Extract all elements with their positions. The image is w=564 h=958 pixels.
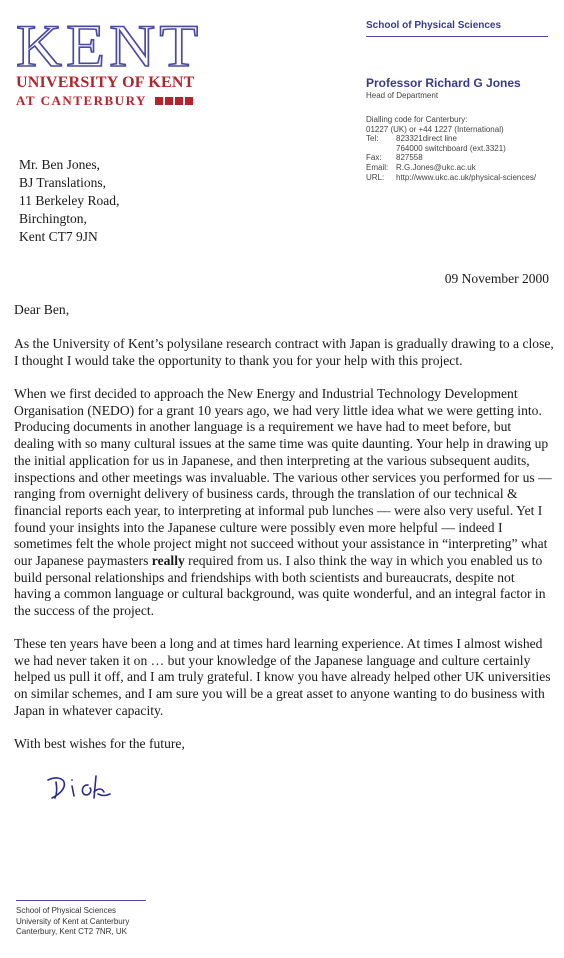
dialing-label: Dialling code for Canterbury: xyxy=(366,115,468,124)
paragraph-3: These ten years have been a long and at times hard learning experience. At times I almost wished we had never taken it on … but your knowledge of the Japanese language and culture certainly helped us pull it off, and I am truly grateful. I know you have already helped other UK universities on similar schemes, and I am sure you will be a great asset to anyone wanting to do business with Japan in whatever capacity. xyxy=(14,636,551,718)
recipient-line: BJ Translations, xyxy=(19,175,107,190)
url-label: URL: xyxy=(366,172,385,182)
logo-wordmark: KENT xyxy=(16,13,203,79)
emphasis-really: really xyxy=(151,553,185,569)
email-row xyxy=(366,163,536,173)
university-logo xyxy=(16,13,231,109)
salutation: Dear Ben, xyxy=(14,302,70,317)
email-label: Email: xyxy=(366,162,389,172)
header-divider xyxy=(366,36,548,37)
paragraph-2-text-b: required from us. I also think the way in which you enabled us to build personal relationships and friendships with both scientists and bureaucrats, despite not having a common language or cultural background, was quite wonderful, and an integral factor in the success of the project. xyxy=(14,553,546,619)
letter-date: 09 November 2000 xyxy=(444,271,549,286)
signature xyxy=(44,768,124,808)
logo-squares-icon xyxy=(155,97,193,105)
email-value[interactable]: R.G.Jones@ukc.ac.uk xyxy=(396,162,476,172)
footer-line: University of Kent at Canterbury xyxy=(16,916,130,926)
dialing-value: 01227 (UK) or +44 1227 (International) xyxy=(366,124,504,134)
tel-line2: 764000 switchboard (ext.3321) xyxy=(396,143,506,153)
tel-label: Tel: xyxy=(366,134,379,144)
url-value[interactable]: http://www.ukc.ac.uk/physical-sciences/ xyxy=(396,172,537,182)
closing: With best wishes for the future, xyxy=(14,736,185,751)
fax-label: Fax: xyxy=(366,153,382,163)
tel-row xyxy=(366,134,536,144)
footer-line: School of Physical Sciences xyxy=(16,906,117,915)
logo-university-name: UNIVERSITY OF KENT xyxy=(16,74,195,91)
professor-role: Head of Department xyxy=(366,91,439,100)
contact-block xyxy=(366,115,536,182)
footer-line: Canterbury, Kent CT2 7NR, UK xyxy=(16,927,128,936)
logo-location-row xyxy=(16,93,231,109)
paragraph-2-text-a: When we first decided to approach the New Energy and Industrial Technology Development Organisation (NEDO) for a grant 10 years ago, we had very little idea what we were getting into. Producing documents in another language is a requirement we have had to meet before, but dealing with so many cultural issues at the same time was quite daunting. Your help in drawing up the initial application for us in Japanese, and then interpreting at the various subsequent audits, inspections and other meetings was invaluable. The various other services you performed for us — ranging from overnight delivery of business cards, through the translation of our technical & financial reports each year, to interpreting at informal pub lunches — were also very useful. Yet I found your insights into the Japanese culture were possibly even more helpful — indeed I sometimes felt the whole project might not succeed without your assistance in “interpreting” what our Japanese paymasters xyxy=(14,386,552,569)
paragraph-2 xyxy=(14,386,554,620)
fax-row xyxy=(366,153,536,163)
url-row xyxy=(366,173,536,183)
footer-address xyxy=(16,906,129,938)
school-heading: School of Physical Sciences xyxy=(366,20,502,31)
recipient-address xyxy=(19,156,119,246)
recipient-line: Mr. Ben Jones, xyxy=(19,157,100,172)
recipient-line: Birchington, xyxy=(19,211,87,226)
logo-location: AT CANTERBURY xyxy=(16,93,147,108)
recipient-line: 11 Berkeley Road, xyxy=(19,193,120,208)
recipient-line: Kent CT7 9JN xyxy=(19,229,98,244)
tel-row-2 xyxy=(366,144,536,154)
fax-value: 827558 xyxy=(396,153,423,163)
tel-line1: 823321direct line xyxy=(396,134,457,144)
paragraph-1: As the University of Kent’s polysilane research contract with Japan is gradually drawing to a close, I thought I would take the opportunity to thank you for your help with this project. xyxy=(14,336,554,368)
footer-divider xyxy=(16,900,146,901)
professor-name: Professor Richard G Jones xyxy=(366,76,521,90)
